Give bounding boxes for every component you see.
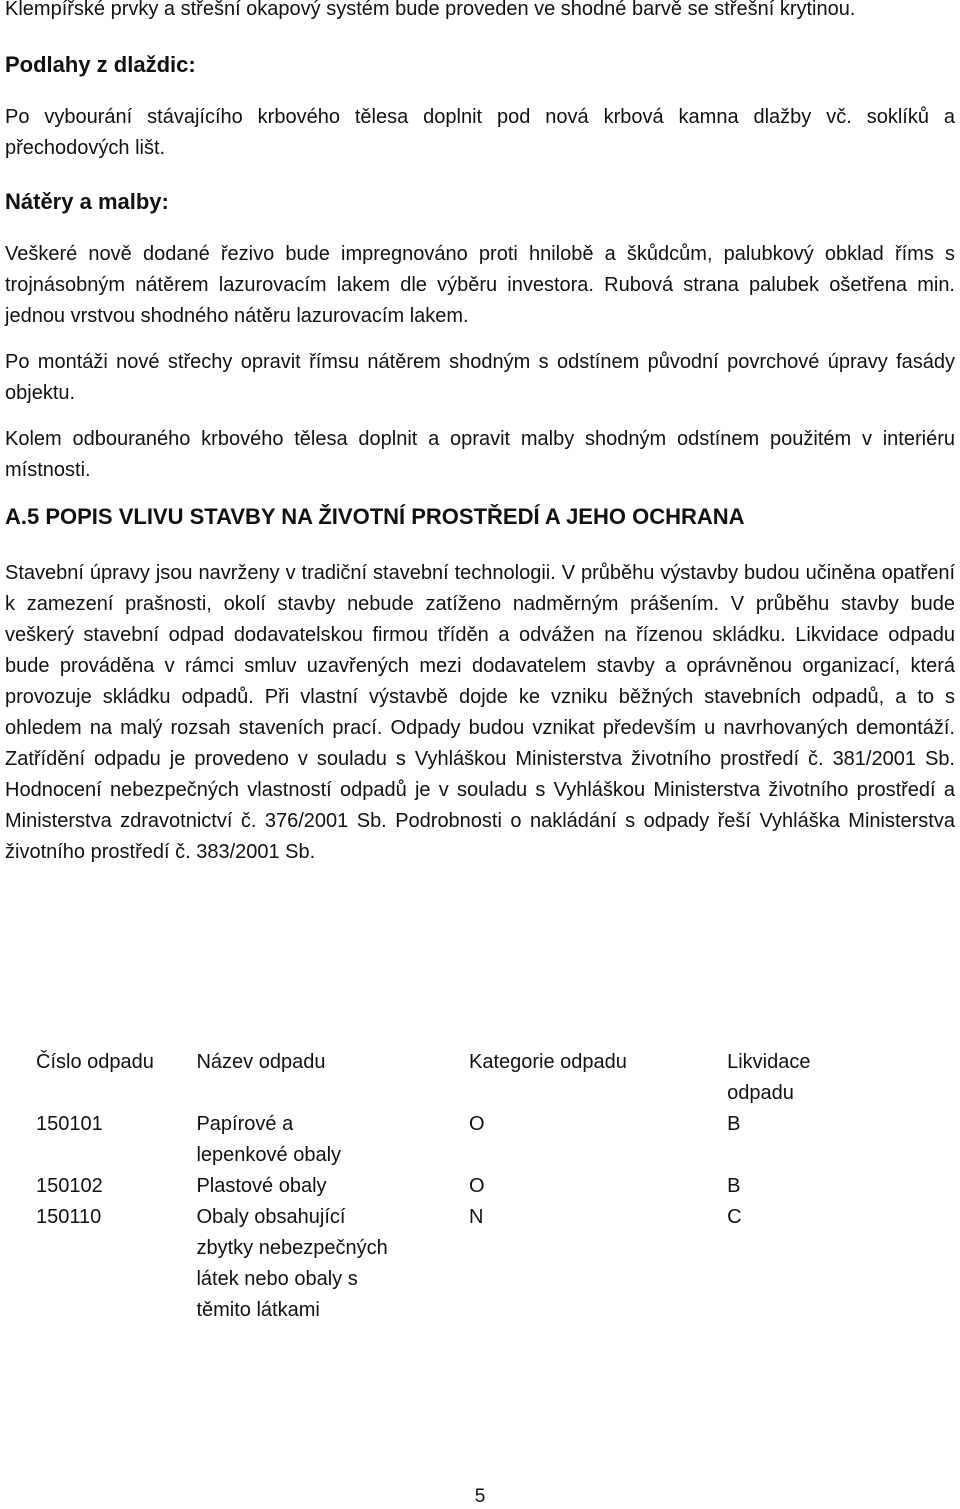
cell-likvidace: C	[727, 1206, 742, 1228]
paragraph-podlahy: Po vybourání stávajícího krbového tělesa doplnit pod nová krbová kamna dlažby vč. soklíků a přechodových lišt.	[5, 106, 955, 159]
heading-natery: Nátěry a malby:	[5, 189, 169, 214]
cell-likvidace: B	[727, 1113, 741, 1135]
document-page	[5, 0, 955, 868]
waste-table	[36, 1047, 960, 1326]
header-cislo-odpadu: Číslo odpadu	[36, 1051, 154, 1073]
header-likvidace-odpadu: Likvidace odpadu	[727, 1051, 811, 1104]
cell-cislo: 150110	[36, 1206, 102, 1228]
paragraph-rezivo: Veškeré nově dodané řezivo bude impregnováno proti hnilobě a škůdcům, palubkový obklad říms s trojnásobným nátěrem lazurovacím lakem dle výběru investora. Rubová strana palubek ošetřena min. jednou vrstvou shodného nátěru lazurovacím lakem.	[5, 243, 955, 327]
header-kategorie-odpadu: Kategorie odpadu	[469, 1051, 627, 1073]
cell-nazev: Papírové a lepenkové obaly	[196, 1113, 342, 1166]
cell-nazev: Plastové obaly	[196, 1175, 327, 1197]
cell-cislo: 150101	[36, 1113, 103, 1135]
page-number: 5	[474, 1486, 486, 1507]
heading-podlahy: Podlahy z dlaždic:	[5, 52, 196, 77]
section-heading-a5: A.5 POPIS VLIVU STAVBY NA ŽIVOTNÍ PROSTŘEDÍ A JEHO OCHRANA	[5, 504, 745, 529]
header-nazev-odpadu: Název odpadu	[196, 1051, 326, 1073]
waste-table-header	[36, 1047, 960, 1109]
paragraph-klempirske: Klempířské prvky a střešní okapový systém bude proveden ve shodné barvě se střešní krytinou.	[5, 0, 856, 20]
table-row	[36, 1109, 960, 1171]
paragraph-rimsa: Po montáži nové střechy opravit římsu nátěrem shodným s odstínem původní povrchové úpravy fasády objektu.	[5, 351, 955, 404]
table-row	[36, 1171, 960, 1202]
cell-kategorie: O	[469, 1113, 485, 1135]
cell-cislo: 150102	[36, 1175, 103, 1197]
cell-likvidace: B	[727, 1175, 741, 1197]
cell-kategorie: N	[469, 1206, 484, 1228]
cell-kategorie: O	[469, 1175, 485, 1197]
cell-nazev: Obaly obsahující zbytky nebezpečných látek nebo obaly s těmito látkami	[196, 1206, 388, 1321]
table-row	[36, 1202, 960, 1326]
paragraph-zivotni-prostredi: Stavební úpravy jsou navrženy v tradiční stavební technologii. V průběhu výstavby budou učiněna opatření k zamezení prašnosti, okolí stavby nebude zatíženo nadměrným prášením. V průběhu stavby bude veškerý stavební odpad dodavatelskou firmou tříděn a odvážen na řízenou skládku. Likvidace odpadu bude prováděna v rámci smluv uzavřených mezi dodavatelem stavby a oprávněnou organizací, která provozuje skládku odpadů. Při vlastní výstavbě dojde ke vzniku běžných stavebních odpadů, a to s ohledem na malý rozsah staveních prací. Odpady budou vznikat především u navrhovaných demontáží. Zatřídění odpadu je provedeno v souladu s Vyhláškou Ministerstva životního prostředí č. 381/2001 Sb. Hodnocení nebezpečných vlastností odpadů je v souladu s Vyhláškou Ministerstva životního prostředí a Ministerstva zdravotnictví č. 376/2001 Sb. Podrobnosti o nakládání s odpady řeší Vyhláška Ministerstva životního prostředí č. 383/2001 Sb.	[5, 562, 955, 863]
paragraph-malby: Kolem odbouraného krbového tělesa doplnit a opravit malby shodným odstínem použitém v interiéru místnosti.	[5, 428, 955, 481]
